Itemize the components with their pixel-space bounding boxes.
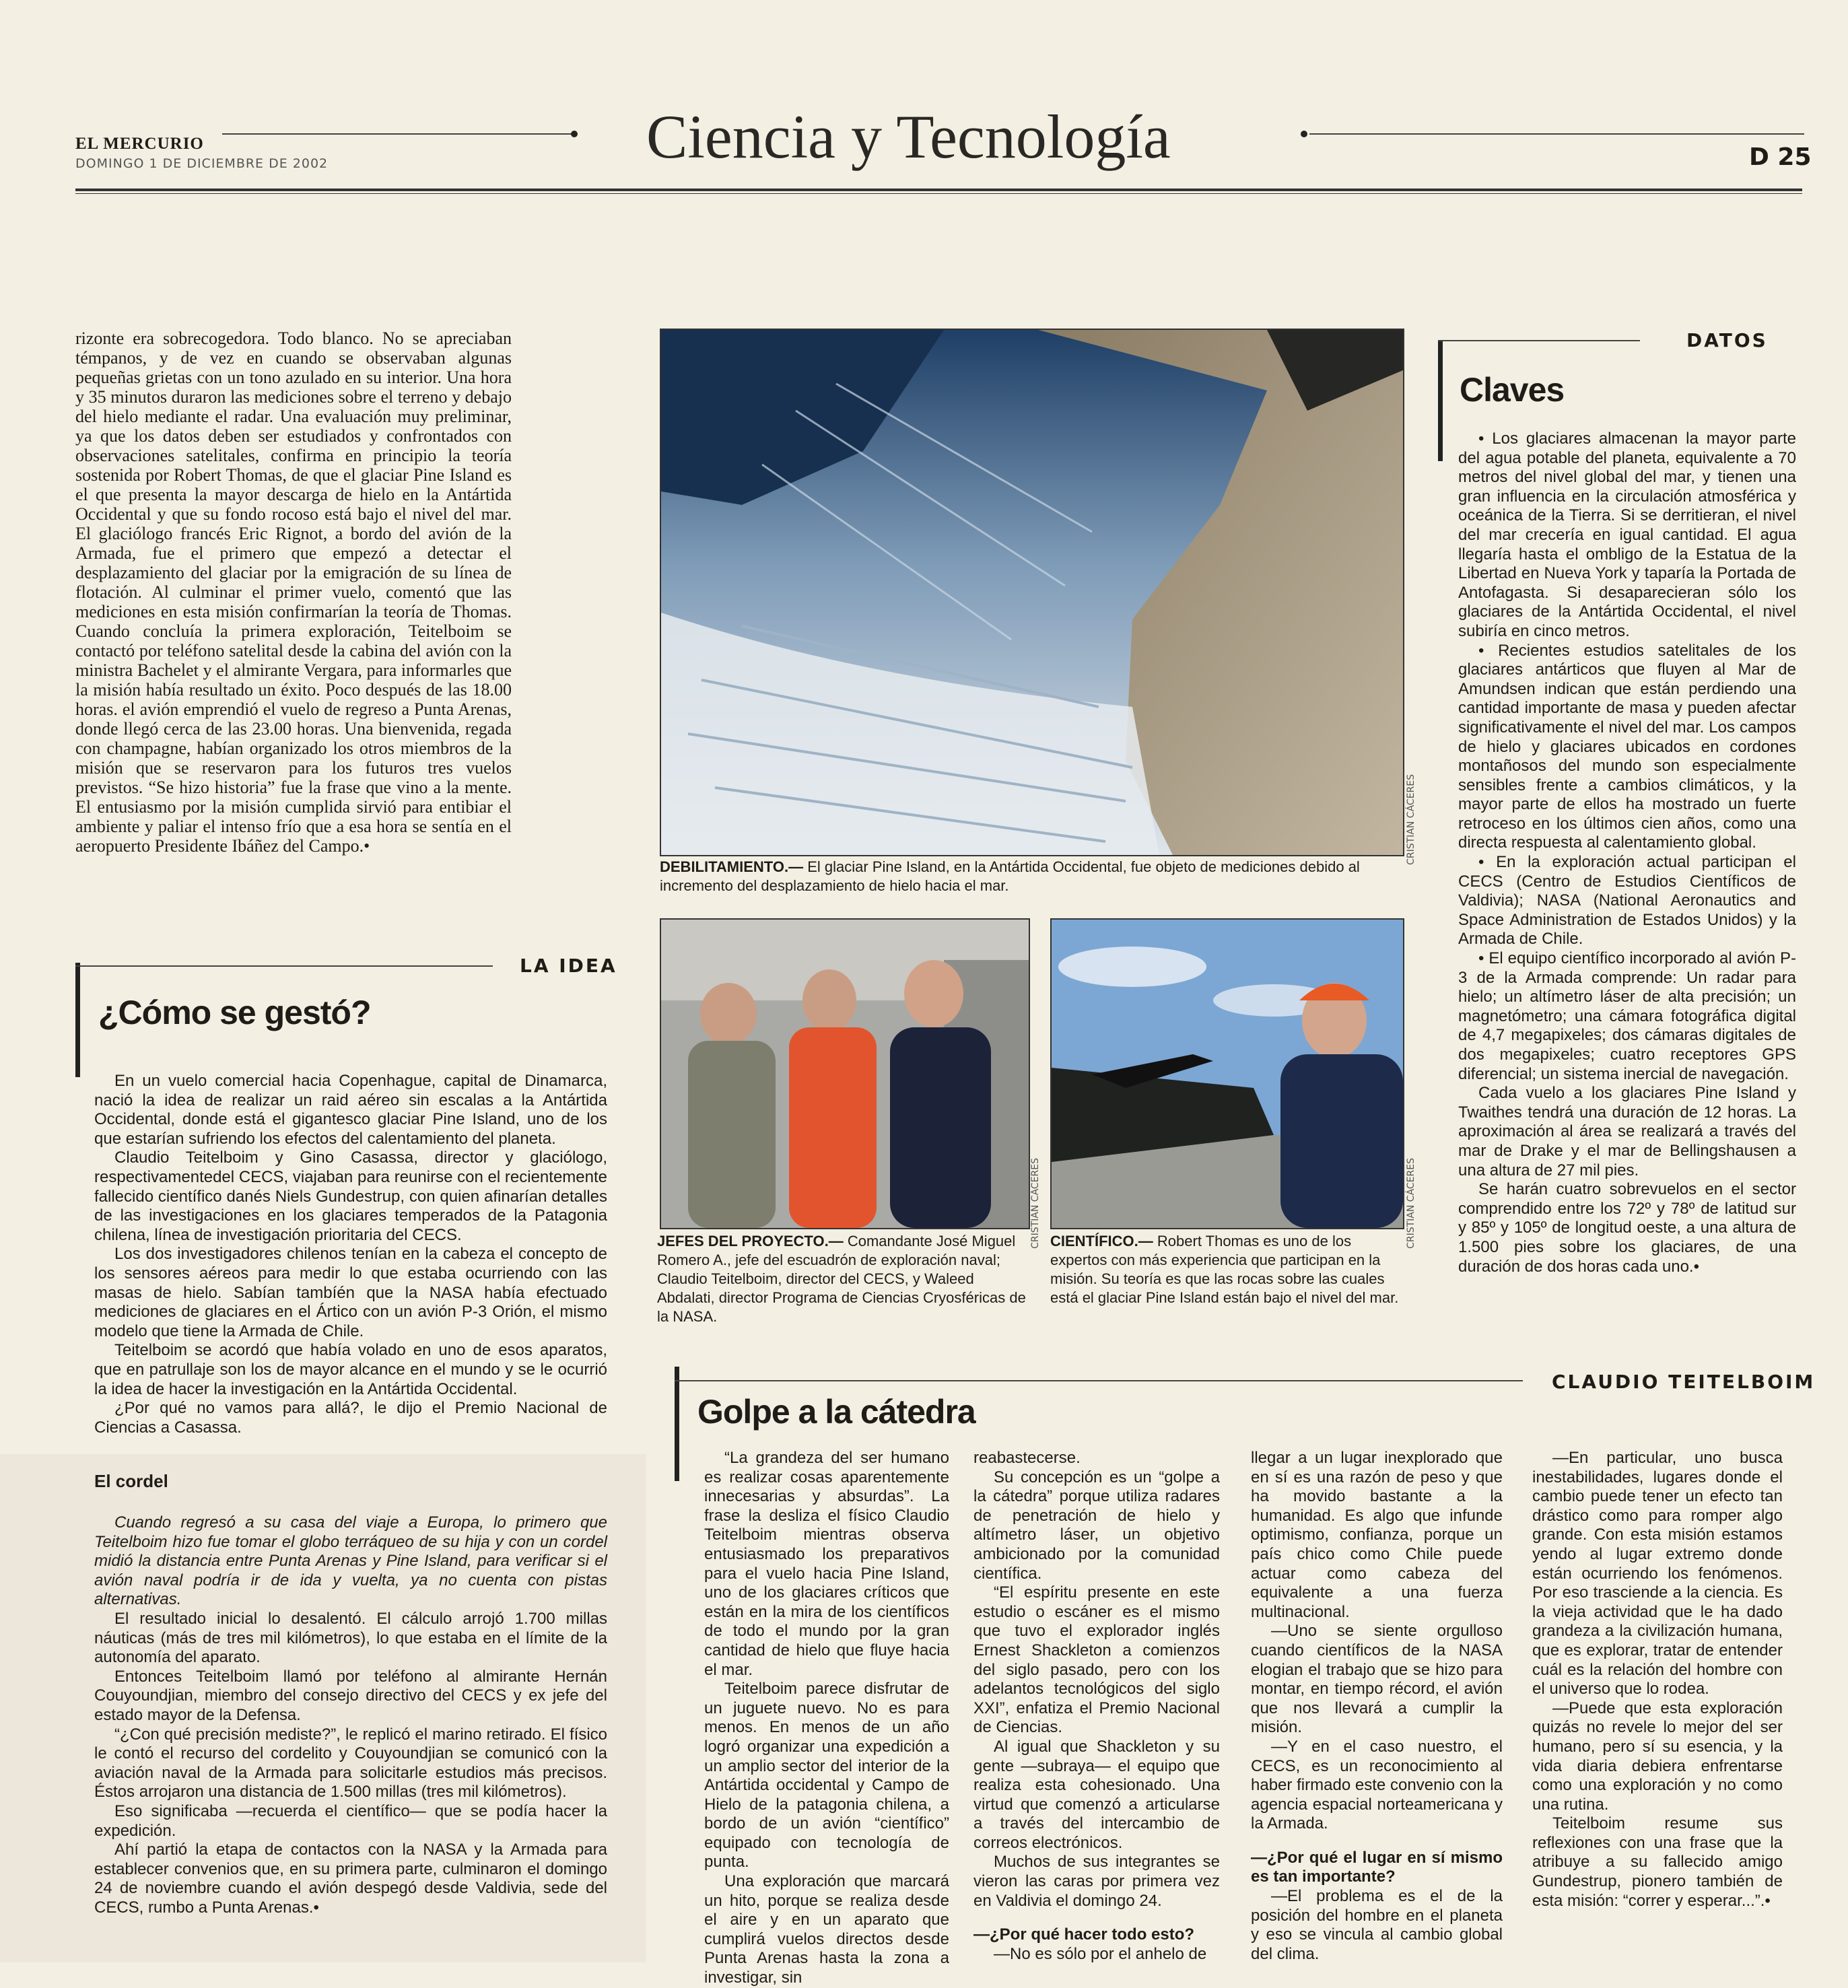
la-idea-paragraph: Teitelboim se acordó que había volado en uno de esos aparatos, que en patrullaje son los de mayor alcance en el mundo y se le ocurrió la idea de hacer la investigación en la Antártida Occidental. (94, 1341, 607, 1398)
datos-paragraph: • Los glaciares almacenan la mayor parte del agua potable del planeta, equivalente a 70 metros del nivel global del mar, y tienen una gran influencia en la circulación atmosférica y oceánica de la Tierra. Si se derritieran, el nivel del mar crecería en igual cantidad. El agua llegaría hasta el ombligo de la Estatua de la Libertad en Nueva York y taparía la Portada de Antofagasta. Si desaparecieran sólo los glaciares de la Antártida Occidental, el nivel subiría en cinco metros. (1458, 430, 1796, 640)
masthead-rule (75, 188, 1802, 191)
glacier-caption (660, 858, 1402, 895)
jefes-caption-lead: JEFES DEL PROYECTO.— (657, 1233, 844, 1249)
cientifico-image (1052, 920, 1403, 1228)
datos-paragraph: • Recientes estudios satelitales de los glaciares antárticos que fluyen al Mar de Amundsen indican que están perdiendo una cantidad importante de masa y pueden afectar significativamente el nivel del mar. Los campos de hielo y glaciares ubicados en cordones montañosos del mundo son especialmente sensibles frente a cambios climáticos, y la mayor parte de ellos ha mostrado un fuerte retroceso en los últimos cien años, como una directa respuesta al calentamiento global. (1458, 641, 1796, 852)
teitelboim-paragraph: Al igual que Shackleton y su gente —subraya— el equipo que realiza esta cohesionado. Una virtud que comenzó a articularse a través del intercambio de correos electrónicos. (973, 1737, 1220, 1852)
datos-paragraph: Cada vuelo a los glaciares Pine Island y Twaithes tendrá una duración de 12 horas. La aproximación al área se realizará a través del mar de Drake y el mar de Bellingshausen a una altura de 27 mil pies. (1458, 1084, 1796, 1179)
glacier-credit: CRISTIAN CÁCERES (1406, 774, 1416, 865)
teitelboim-paragraph: —En particular, uno busca inestabilidades, lugares donde el cambio puede tener un efecto tan drástico como para romper algo grande. Con esta misión estamos yendo al lugar extremo donde están ocurriendo los fenómenos. Por eso trasciende a la ciencia. Es la vieja actividad que le ha dado grandeza a la civilización humana, que es explorar, tratar de entender cuál es la relación del hombre con el universo que lo rodea. (1532, 1449, 1783, 1699)
teitelboim-bar (675, 1367, 679, 1481)
glacier-image (661, 330, 1403, 855)
masthead-rule-thin (75, 193, 1802, 194)
issue-date: DOMINGO 1 DE DICIEMBRE DE 2002 (75, 156, 329, 171)
newspaper-name: EL MERCURIO (75, 135, 204, 153)
glacier-caption-text: El glaciar Pine Island, en la Antártida Occidental, fue objeto de mediciones debido al incremento del desplazamiento de hielo hacia el mar. (660, 858, 1360, 894)
cientifico-photo (1050, 918, 1404, 1229)
la-idea-title: ¿Cómo se gestó? (98, 994, 371, 1031)
teitelboim-paragraph: Teitelboim parece disfrutar de un juguete nuevo. No es para menos. En menos de un año logró organizar una expedición a un amplio sector del interior de la Antártida occidental y Campo de Hielo de la patagonia chilena, a bordo de un avión “científico” equipado con tecnología de punta. (704, 1680, 949, 1872)
datos-paragraph: Se harán cuatro sobrevuelos en el sector comprendido entre los 72º y 78º de latitud sur y 85º y 105º de longitud oeste, a una altura de 1.500 pies sobre los glaciares, de una duración de dos horas cada uno.• (1458, 1180, 1796, 1276)
jefes-image (661, 920, 1029, 1228)
la-idea-kicker: LA IDEA (520, 955, 617, 977)
jefes-caption-text: Comandante José Miguel Romero A., jefe del escuadrón de exploración naval; Claudio Teitelboim, director del CECS, y Waleed Abdalati, director Programa de Ciencias Cryosféricas de la NASA. (657, 1233, 1026, 1325)
masthead-dot-right (1301, 131, 1307, 137)
teitelboim-paragraph: Una exploración que marcará un hito, porque se realiza desde el aire y en un aparato que cumplirá vuelos directos desde Punta Arenas hasta la zona a investigar, sin (704, 1872, 949, 1987)
masthead-rule-right (1309, 133, 1804, 135)
teitelboim-col2 (973, 1449, 1220, 1964)
teitelboim-paragraph: Muchos de sus integrantes se vieron las caras por primera vez en Valdivia el domingo 24. (973, 1853, 1220, 1910)
teitelboim-kicker: CLAUDIO TEITELBOIM (1552, 1371, 1816, 1393)
datos-rule (1438, 340, 1640, 341)
page-number: D 25 (1749, 143, 1812, 171)
teitelboim-paragraph: —Uno se siente orgulloso cuando científicos de la NASA elogian el trabajo que se hizo para montar, en tiempo récord, el avión que nos llevará a cumplir la misión. (1251, 1622, 1503, 1737)
teitelboim-col4 (1532, 1449, 1783, 1911)
teitelboim-paragraph: Teitelboim resume sus reflexiones con una frase que la atribuye a su fallecido amigo Gundestrup, pionero también de esta misión: “correr y esperar...”.• (1532, 1814, 1783, 1910)
la-idea-paragraph: Claudio Teitelboim y Gino Casassa, director y glaciólogo, respectivamentedel CECS, viajaban para reunirse con el recientemente fallecido científico danés Niels Gundestrup, con quien afinarían detalles de las investigaciones en los glaciares temperados de la Patagonia chilena, línea de investigación prioritaria del CECS. (94, 1149, 607, 1244)
teitelboim-question: —¿Por qué hacer todo esto? (973, 1925, 1195, 1944)
main-story-paragraph: rizonte era sobrecogedora. Todo blanco. No se apreciaban témpanos, y de vez en cuando se observaban algunas pequeñas grietas con un tono azulado en su interior. Una hora y 35 minutos duraron las mediciones sobre el terreno y debajo del hielo mediante el radar. Una evaluación muy preliminar, ya que los datos deben ser estudiados y confrontados con observaciones satelitales, confirma en principio la teoría sostenida por Robert Thomas, de que el glaciar Pine Island es el que presenta la mayor descarga de hielo en la Antártida Occidental y que su fondo rocoso está bajo el nivel del mar. El glaciólogo francés Eric Rignot, a bordo del avión de la Armada, fue el primero que empezó a detectar el desplazamiento del glaciar por la emigración de su línea de flotación. Al culminar el primer vuelo, comentó que las mediciones en esta misión confirmarían la teoría de Thomas. Cuando concluía la primera exploración, Teitelboim se contactó por teléfono satelital desde la cabina del avión con la ministra Bachelet y el almirante Vergara, para informarles que la misión había resultado un éxito. Poco después de las 18.00 horas. el avión emprendió el vuelo de regreso a Punta Arenas, donde llegó cerca de las 23.00 horas. Una bienvenida, regada con champagne, habían organizado los otros miembros de la misión que se reservaron para los futuros tres vuelos previstos. “Se hizo historia” fue la frase que vino a la mente. El entusiasmo por la misión cumplida sirvió para entibiar el ambiente y paliar el intenso frío que a esa hora se sentía en el aeropuerto Presidente Ibáñez del Campo.• (75, 329, 512, 856)
cordel-paragraph: Cuando regresó a su casa del viaje a Europa, lo primero que Teitelboim hizo fue tomar el globo terráqueo de su hija y con un cordel midió la distancia entre Punta Arenas y Pine Island, para verificar si el avión naval podría ir de ida y vuelta, ya no cuenta con pistas alternativas. (94, 1513, 607, 1609)
teitelboim-paragraph: llegar a un lugar inexplorado que en sí es una razón de peso y que ha movido bastante a la humanidad. Es algo que infunde optimismo, confianza, porque un país chico como Chile puede actuar como cabeza del equivalente a una fuerza multinacional. (1251, 1449, 1503, 1621)
main-story (75, 329, 512, 856)
teitelboim-title: Golpe a la cátedra (697, 1393, 976, 1431)
cordel-paragraph: Entonces Teitelboim llamó por teléfono al almirante Hernán Couyoundjian, miembro del consejo directivo del CECS y ex jefe del estado mayor de la Defensa. (94, 1667, 607, 1724)
jefes-credit: CRISTIAN CÁCERES (1030, 1158, 1041, 1249)
datos-paragraph: • El equipo científico incorporado al avión P-3 de la Armada comprende: Un radar para hielo; un altímetro láser de alta precisión; un magnetómetro; una cámara fotográfica digital de 4,7 megapixeles; dos cámaras digitales de dos megapixeles; cuatro receptores GPS diferencial; un sistema inercial de navegación. (1458, 949, 1796, 1083)
cordel-paragraph: Ahí partió la etapa de contactos con la NASA y la Armada para establecer convenios que, en su primera parte, culminaron el domingo 24 de noviembre cuando el avión despegó desde Valdivia, sede del CECS, rumbo a Punta Arenas.• (94, 1841, 607, 1917)
cordel-paragraph: “¿Con qué precisión mediste?”, le replicó el marino retirado. El físico le contó el recurso del cordelito y Couyoundjian se comunicó con la aviación naval de la Armada para solicitarle estudios más precisos. Éstos arrojaron una distancia de 1.500 millas (tres mil kilómetros). (94, 1725, 607, 1802)
jefes-caption (657, 1232, 1029, 1326)
cordel-body (94, 1513, 607, 1917)
jefes-photo (660, 918, 1030, 1229)
la-idea-body (94, 1072, 607, 1437)
datos-body (1458, 430, 1796, 1276)
cientifico-caption-text: Robert Thomas es uno de los expertos con más experiencia que participan en la misión. Su teoría es que las rocas sobre las cuales está el glaciar Pine Island están bajo el nivel del mar. (1050, 1233, 1399, 1306)
datos-paragraph: • En la exploración actual participan el CECS (Centro de Estudios Científicos de Valdivia); NASA (National Aeronautics and Space Administration de Estados Unidos) y la Armada de Chile. (1458, 853, 1796, 949)
glacier-caption-lead: DEBILITAMIENTO.— (660, 858, 804, 875)
la-idea-rule (75, 965, 493, 967)
la-idea-paragraph: ¿Por qué no vamos para allá?, le dijo el Premio Nacional de Ciencias a Casassa. (94, 1399, 607, 1437)
cientifico-caption (1050, 1232, 1402, 1307)
teitelboim-col1 (704, 1449, 949, 1988)
teitelboim-paragraph: —Puede que esta exploración quizás no revele lo mejor del ser humano, pero sí su esencia, y la vida diaria debiera enfrentarse como una exploración y no como una rutina. (1532, 1699, 1783, 1814)
cientifico-caption-lead: CIENTÍFICO.— (1050, 1233, 1153, 1249)
cordel-title: El cordel (94, 1471, 168, 1491)
la-idea-bar (75, 963, 80, 1077)
teitelboim-paragraph: —Y en el caso nuestro, el CECS, es un reconocimiento al haber firmado este convenio con la agencia espacial norteamericana y la Armada. (1251, 1737, 1503, 1833)
teitelboim-paragraph: “La grandeza del ser humano es realizar cosas aparentemente innecesarias y absurdas”. La frase la desliza el físico Claudio Teitelboim mientras observa entusiasmado los preparativos para el vuelo hacia Pine Island, uno de los glaciares críticos que están en la mira de los científicos de todo el mundo por la gran cantidad de hielo que fluye hacia el mar. (704, 1449, 949, 1679)
teitelboim-paragraph: reabastecerse. (973, 1449, 1081, 1467)
teitelboim-paragraph: —El problema es el de la posición del hombre en el planeta y eso se vincula al cambio global del clima. (1251, 1887, 1503, 1963)
masthead-rule-left (222, 133, 572, 135)
datos-bar (1438, 340, 1443, 461)
la-idea-paragraph: En un vuelo comercial hacia Copenhague, capital de Dinamarca, nació la idea de realizar un raid aéreo sin escalas a la Antártida Occidental, donde está el gigantesco glaciar Pine Island, uno de los que estarían sufriendo los efectos del calentamiento del planeta. (94, 1072, 607, 1148)
teitelboim-col3 (1251, 1449, 1503, 1964)
section-title: Ciencia y Tecnología (646, 102, 1171, 171)
cordel-paragraph: Eso significaba —recuerda el científico— que se podía hacer la expedición. (94, 1802, 607, 1840)
teitelboim-paragraph: “El espíritu presente en este estudio o escáner es el mismo que tuvo el explorador inglés Ernest Shackleton a comienzos del siglo pasado, pero con los adelantos tecnológicos del siglo XXI”, enfatiza el Premio Nacional de Ciencias. (973, 1583, 1220, 1737)
teitelboim-paragraph: —No es sólo por el anhelo de (994, 1944, 1207, 1963)
cientifico-credit: CRISTIAN CÁCERES (1406, 1158, 1416, 1249)
teitelboim-paragraph: Su concepción es un “golpe a la cátedra” porque utiliza radares de penetración de hielo y altímetro láser, un objetivo ambicionado por la comunidad científica. (973, 1468, 1220, 1583)
cordel-paragraph: El resultado inicial lo desalentó. El cálculo arrojó 1.700 millas náuticas (más de tres mil kilómetros), lo que estaba en el límite de la autonomía del aparato. (94, 1609, 607, 1667)
datos-title: Claves (1460, 371, 1565, 409)
teitelboim-rule (675, 1380, 1523, 1381)
teitelboim-question: —¿Por qué el lugar en sí mismo es tan importante? (1251, 1848, 1503, 1886)
la-idea-paragraph: Los dos investigadores chilenos tenían en la cabeza el concepto de los sensores aéreos para medir lo que estaba ocurriendo con las masas de hielo. Sabían tambíén que la NASA había efectuado mediciones de glaciares en el Ártico con un avión P-3 Orión, el mismo modelo que tiene la Armada de Chile. (94, 1245, 607, 1340)
masthead-dot-left (571, 131, 578, 137)
glacier-photo (660, 329, 1404, 856)
datos-kicker: DATOS (1686, 329, 1768, 351)
